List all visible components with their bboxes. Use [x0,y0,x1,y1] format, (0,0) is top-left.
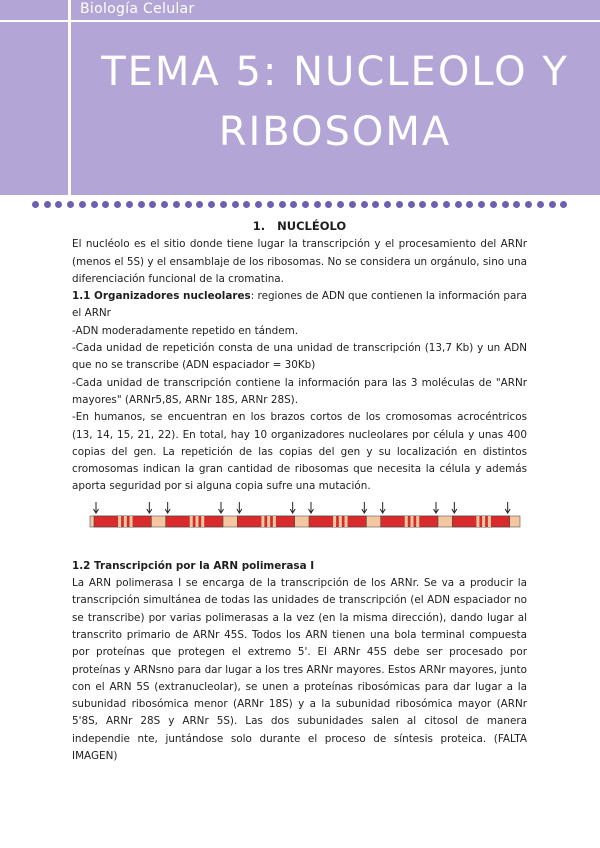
unit-band [333,516,336,527]
divider-dot [232,201,239,208]
divider-dot [208,201,215,208]
divider-dot [325,201,332,208]
divider-dot [337,201,344,208]
divider-dot [361,201,368,208]
divider-dot [513,201,520,208]
divider-dot [161,201,168,208]
divider-dot [314,201,321,208]
unit-band [261,516,264,527]
subsection-2-paragraph: La ARN polimerasa I se encarga de la transcripción de los ARNr. Se va a producir la transcripción simultánea de todas las unidades de transcripción (el ADN espaciador no se transcribe) por varias polimerasas a la vez (en la misma dirección), dando lugar al transcrito primario de ARNr 45S. Todos los ARN tienen una bola terminal compuesta por proteínas que protegen el extremo 5'. El ARNr 45S debe ser procesado por proteínas y ARNsno para dar lugar a los tres ARNr mayores. Estos ARNr mayores, junto con el ARN 5S (extranucleolar), se unen a proteínas ribosómicas para dar lugar a la subunidad ribosómica menor (ARNr 18S) y a la subunidad ribosómica mayor (ARNr 5'8S, ARNr 28S y ARNr 5S). Las dos subunidades salen al citosol de manera independie nte, juntándose solo durante el proceso de síntesis proteica. (FALTA IMAGEN) [72,577,527,763]
document-body [72,218,527,765]
unit-band [124,516,127,527]
divider-dot [220,201,227,208]
divider-dot [431,201,438,208]
unit-band [488,516,491,527]
divider-dot [114,201,121,208]
divider-dot [525,201,532,208]
divider-dot [549,201,556,208]
subsection-1-paragraph [72,288,527,323]
section-number: 1. [252,219,266,233]
divider-dot [32,201,39,208]
transcription-unit [237,516,294,527]
divider-dot [138,201,145,208]
divider-dot [455,201,462,208]
unit-band [345,516,348,527]
subsection-2-title: 1.2 Transcripción por la ARN polimerasa I [72,559,315,572]
transcription-unit [381,516,438,527]
dotted-divider [30,201,570,209]
section-heading [72,218,527,235]
divider-dot [255,201,262,208]
unit-band [195,516,198,527]
divider-dot [173,201,180,208]
transcription-unit [452,516,509,527]
section-title: NUCLÉOLO [277,219,347,233]
unit-band [405,516,408,527]
divider-dot [79,201,86,208]
bullet-3: -Cada unidad de transcripción contiene la información para las 3 moléculas de "ARNr mayores" (ARNr5,8S, ARNr 18S, ARNr 28S). [72,376,527,406]
divider-dot [560,201,567,208]
subsection-1-title: 1.1 Organizadores nucleolares [72,290,251,303]
unit-band [130,516,133,527]
divider-dot [196,201,203,208]
title-line-2: RIBOSOMA [218,109,452,155]
divider-dot [372,201,379,208]
divider-dot [243,201,250,208]
divider-dot [67,201,74,208]
unit-band [410,516,413,527]
page-header [0,0,600,195]
tandem-repeat-diagram [72,502,527,542]
bullet-2: -Cada unidad de repetición consta de una unidad de transcripción (13,7 Kb) y un ADN que no se transcribe (ADN espaciador = 30Kb) [72,342,527,372]
divider-dot [290,201,297,208]
divider-dot [44,201,51,208]
transcription-unit [94,516,151,527]
divider-dot [443,201,450,208]
divider-dot [102,201,109,208]
unit-band [416,516,419,527]
divider-dot [349,201,356,208]
title-line-1: TEMA 5: NUCLEOLO Y [101,49,569,95]
divider-dot [185,201,192,208]
header-rule [0,20,600,22]
divider-dot [419,201,426,208]
unit-band [482,516,485,527]
transcription-unit [166,516,223,527]
divider-dot [384,201,391,208]
divider-dot [408,201,415,208]
divider-dot [466,201,473,208]
divider-dot [490,201,497,208]
intro-paragraph: El nucléolo es el sitio donde tiene lugar la transcripción y el procesamiento del ARNr (menos el 5S) y el ensamblaje de los ribosomas. No se considera un orgánulo, sino una diferenciación funcional de la cromatina. [72,238,527,285]
unit-band [273,516,276,527]
bullet-4: -En humanos, se encuentran en los brazos cortos de los cromosomas acrocéntricos (13, 14, 15, 21, 22). En total, hay 10 organizadores nucleolares por célula y unas 400 copias del gen. La repetición de las copias del gen y su localización en distintos cromosomas indican la gran cantidad de ribosomas que necesita la célula y además aporta seguridad por si alguna copia sufre una mutación. [72,411,527,493]
divider-dot [502,201,509,208]
divider-dot [91,201,98,208]
unit-band [476,516,479,527]
divider-dot [279,201,286,208]
divider-dot [55,201,62,208]
divider-dot [302,201,309,208]
subject-label: Biología Celular [80,1,195,17]
divider-dot [478,201,485,208]
divider-dot [396,201,403,208]
unit-band [190,516,193,527]
transcription-unit [309,516,366,527]
unit-band [201,516,204,527]
divider-dot [126,201,133,208]
page-title [75,42,595,162]
bullet-1: -ADN moderadamente repetido en tándem. [72,324,299,337]
unit-band [267,516,270,527]
unit-band [339,516,342,527]
divider-dot [149,201,156,208]
unit-band [118,516,121,527]
tandem-repeat-svg [72,502,527,542]
header-margin-line [68,0,71,195]
divider-dot [537,201,544,208]
subsection-1-text: : regiones de ADN que contienen la información para el ARNr [72,290,527,320]
divider-dot [267,201,274,208]
